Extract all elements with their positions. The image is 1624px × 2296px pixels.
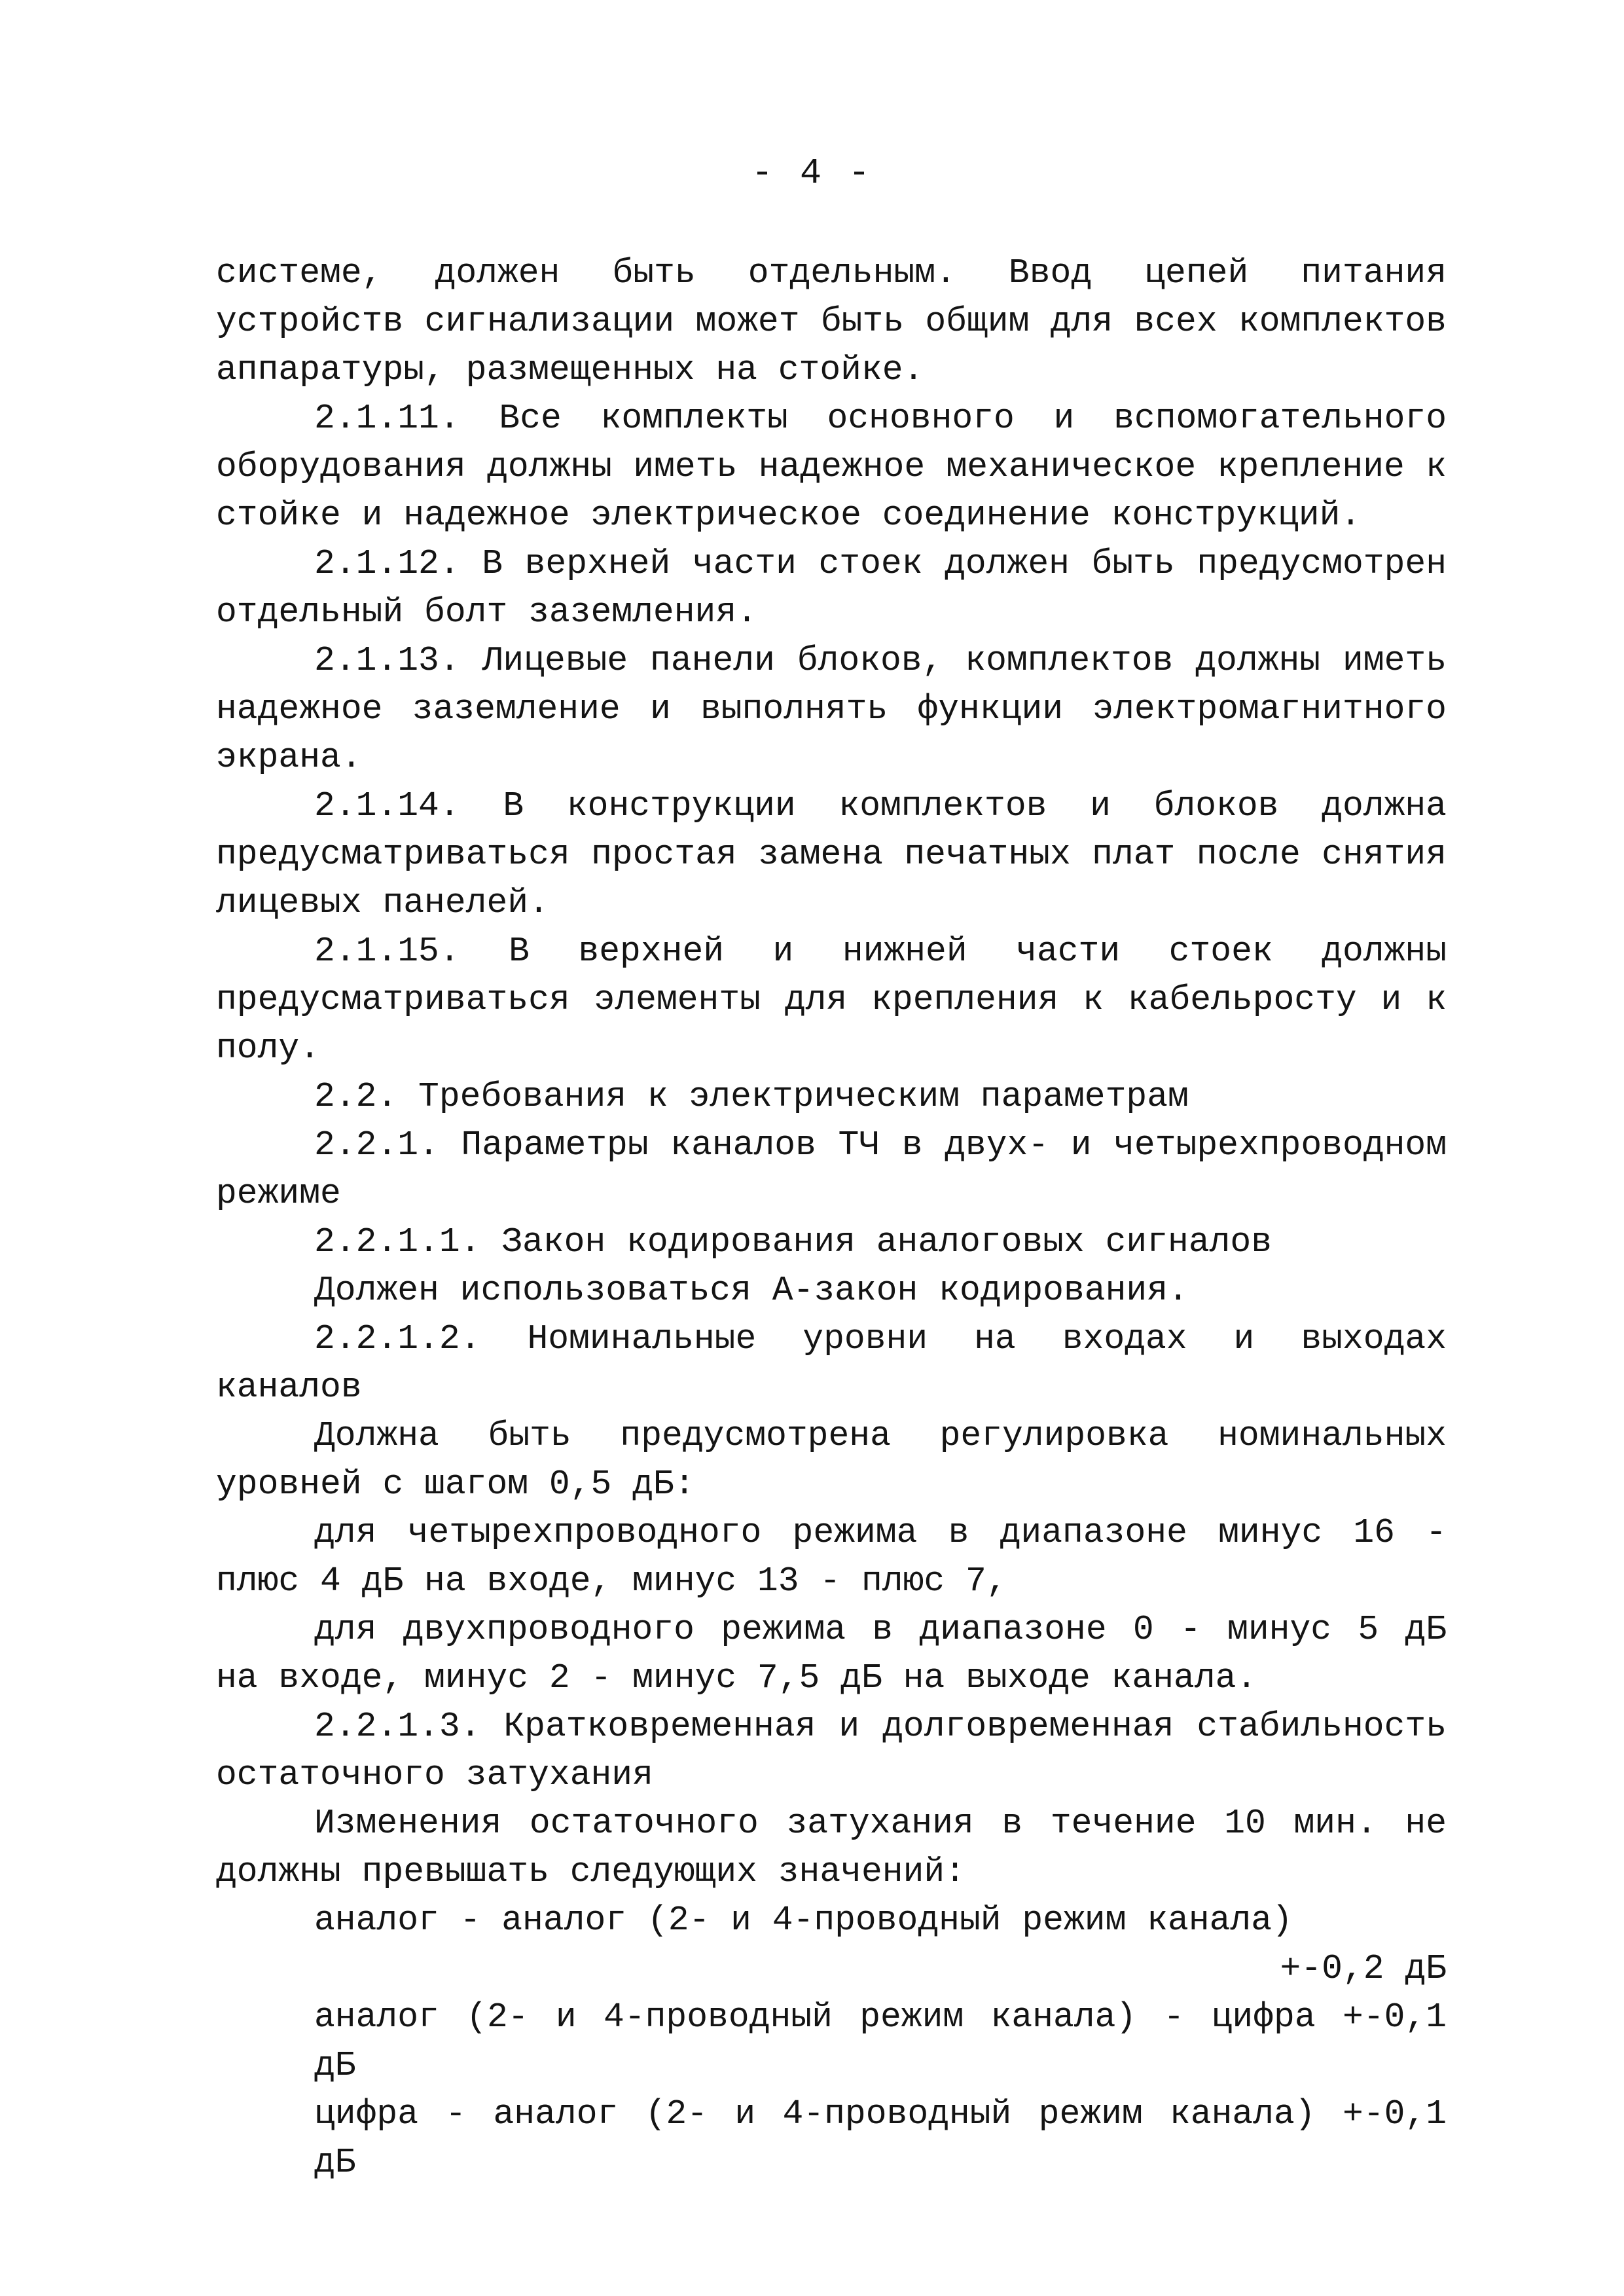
list-item-analog-digital: аналог (2- и 4-проводный режим канала) - цифра +-0,1 дБ bbox=[314, 1997, 1447, 2085]
paragraph-level-adjustment: Должна быть предусмотрена регулировка номинальных уровней с шагом 0,5 дБ: bbox=[216, 1416, 1447, 1504]
list-item-analog-analog: аналог - аналог (2- и 4-проводный режим канала) bbox=[314, 1901, 1293, 1940]
paragraph-2-1-15: 2.1.15. В верхней и нижней части стоек должны предусматриваться элементы для крепления к кабельросту и к полу. bbox=[216, 932, 1447, 1068]
paragraph-continuation: системе, должен быть отдельным. Ввод цепей питания устройств сигнализации может быть общим для всех комплектов аппаратуры, размещенных на стойке. bbox=[216, 253, 1447, 390]
paragraph-a-law: Должен использоваться А-закон кодирования. bbox=[314, 1271, 1189, 1310]
page-body bbox=[216, 249, 1447, 2187]
paragraph-four-wire-range: для четырехпроводного режима в диапазоне минус 16 - плюс 4 дБ на входе, минус 13 - плюс 7, bbox=[216, 1513, 1447, 1601]
list-item-analog-analog-value: +-0,2 дБ bbox=[1280, 1949, 1447, 1988]
paragraph-2-2-1: 2.2.1. Параметры каналов ТЧ в двух- и четырехпроводном режиме bbox=[216, 1125, 1447, 1213]
paragraph-2-1-13: 2.1.13. Лицевые панели блоков, комплектов должны иметь надежное заземление и выполнять функции электромагнитного экрана. bbox=[216, 641, 1447, 777]
paragraph-two-wire-range: для двухпроводного режима в диапазоне 0 - минус 5 дБ на входе, минус 2 - минус 7,5 дБ на выходе канала. bbox=[216, 1610, 1447, 1698]
paragraph-2-1-11: 2.1.11. Все комплекты основного и вспомогательного оборудования должны иметь надежное механическое крепление к стойке и надежное электрическое соединение конструкций. bbox=[216, 399, 1447, 535]
paragraph-2-2-1-3: 2.2.1.3. Кратковременная и долговременная стабильность остаточного затухания bbox=[216, 1707, 1447, 1795]
paragraph-2-1-12: 2.1.12. В верхней части стоек должен быть предусмотрен отдельный болт заземления. bbox=[216, 544, 1447, 632]
paragraph-2-2-1-1: 2.2.1.1. Закон кодирования аналоговых сигналов bbox=[314, 1222, 1272, 1262]
paragraph-attenuation-changes: Изменения остаточного затухания в течение 10 мин. не должны превышать следующих значений: bbox=[216, 1804, 1447, 1891]
paragraph-2-2-1-2: 2.2.1.2. Номинальные уровни на входах и выходах каналов bbox=[216, 1319, 1447, 1407]
page-number: - 4 - bbox=[751, 153, 873, 194]
section-heading-2-2: 2.2. Требования к электрическим параметрам bbox=[314, 1077, 1189, 1116]
paragraph-2-1-14: 2.1.14. В конструкции комплектов и блоков должна предусматриваться простая замена печатных плат после снятия лицевых панелей. bbox=[216, 786, 1447, 922]
list-item-digital-analog: цифра - аналог (2- и 4-проводный режим канала) +-0,1 дБ bbox=[314, 2094, 1447, 2182]
